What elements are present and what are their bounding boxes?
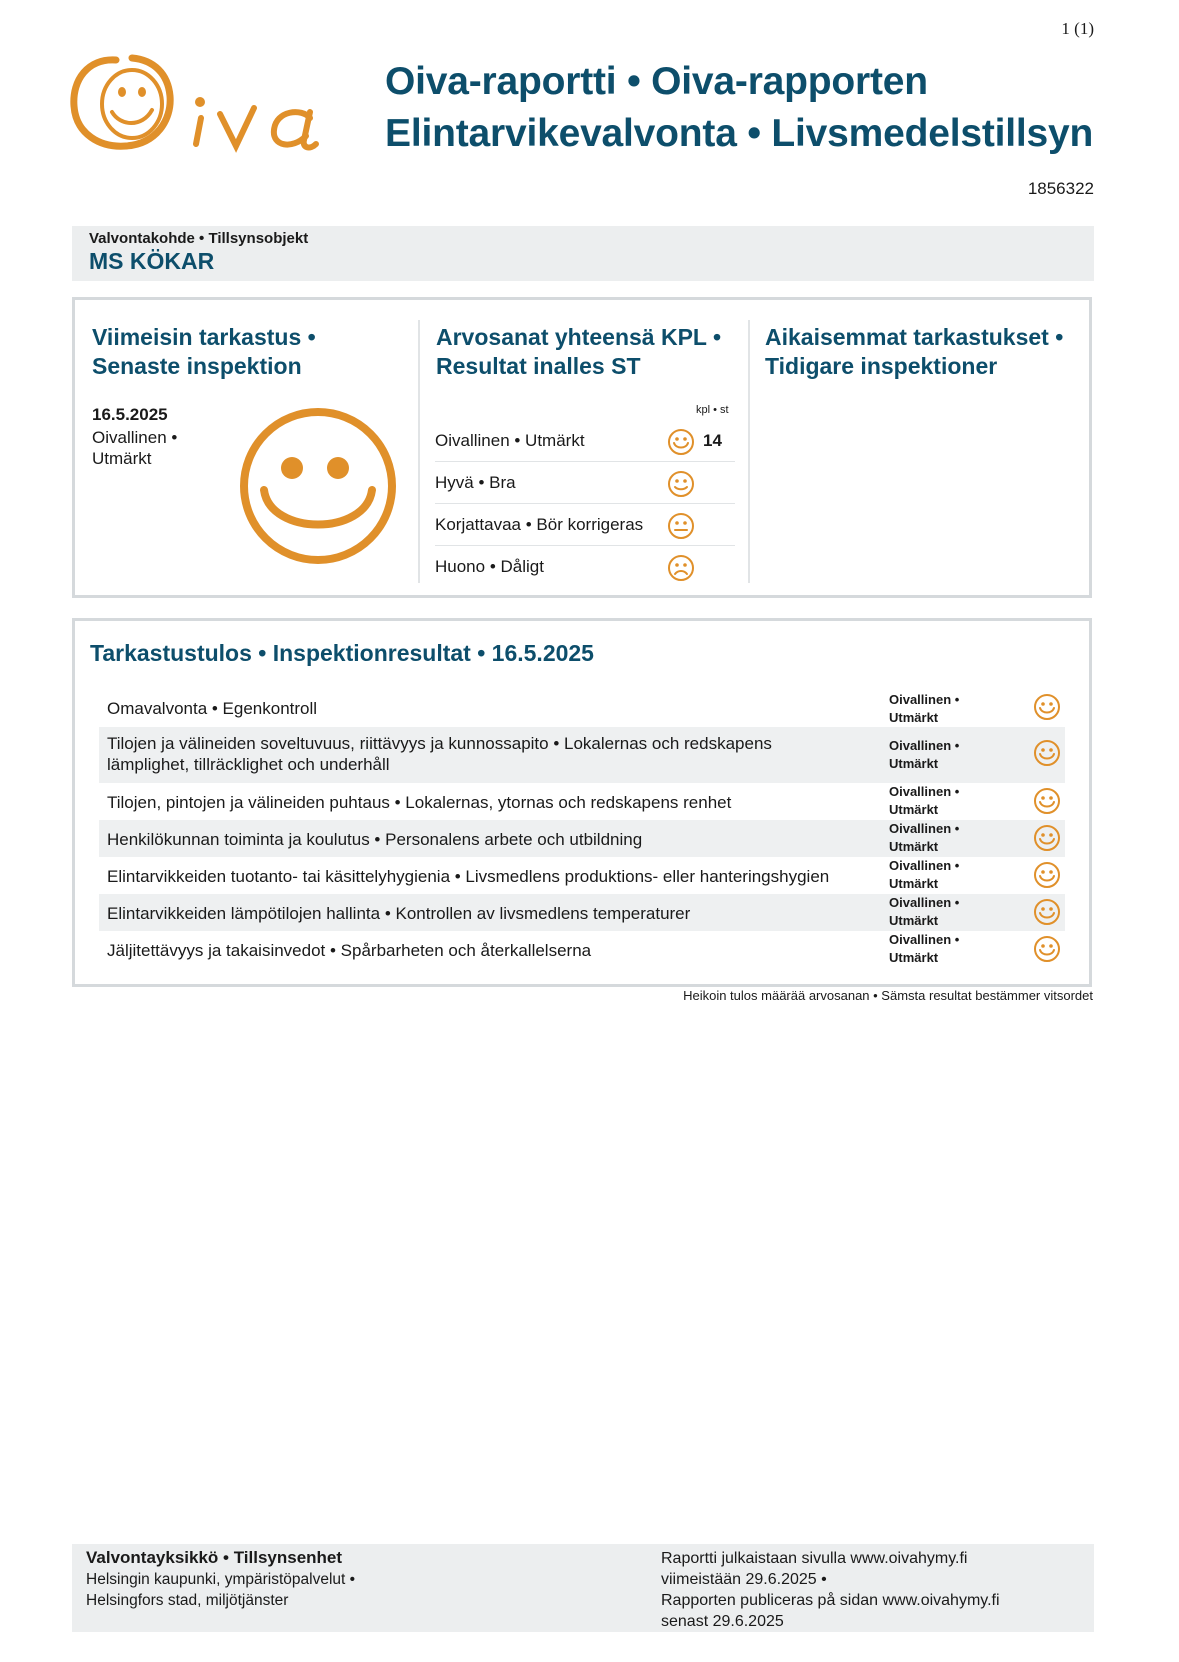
publication-line3: Rapporten publiceras på sidan www.oivahymy.fi xyxy=(661,1592,1000,1609)
result-text: Elintarvikkeiden tuotanto- tai käsittelyhygienia • Livsmedlens produktions- eller hanteringshygien xyxy=(107,867,830,886)
last-inspection-title xyxy=(92,323,316,381)
result-row xyxy=(99,857,1065,894)
result-text: Henkilökunnan toiminta ja koulutus • Personalens arbete och utbildning xyxy=(107,830,643,849)
result-text: Jäljitettävyys ja takaisinvedot • Spårbarheten och återkallelserna xyxy=(107,941,592,960)
result-grade-line1: Oivallinen • xyxy=(889,738,960,753)
result-grade xyxy=(889,820,959,856)
publication-line1: Raportti julkaistaan sivulla www.oivahymy.fi xyxy=(661,1550,968,1567)
publication-line2: viimeistään 29.6.2025 • xyxy=(661,1571,827,1588)
excellent-smiley-icon xyxy=(667,428,695,456)
result-row xyxy=(99,690,1065,727)
oiva-logo xyxy=(70,52,355,156)
result-grade-line2: Utmärkt xyxy=(889,950,939,965)
result-grade-line2: Utmärkt xyxy=(889,839,939,854)
page-number: 1 (1) xyxy=(1061,19,1094,38)
result-grade-line2: Utmärkt xyxy=(889,913,939,928)
count-row-needs-correction xyxy=(435,503,735,546)
result-grade-line1: Oivallinen • xyxy=(889,895,960,910)
excellent-smiley-icon xyxy=(1033,739,1061,767)
result-grade-line2: Utmärkt xyxy=(889,756,939,771)
last-inspection-title-line2: Senaste inspektion xyxy=(92,353,302,379)
column-divider xyxy=(418,320,420,583)
publication-line4: senast 29.6.2025 xyxy=(661,1613,784,1630)
publication-info xyxy=(661,1548,1000,1632)
supervision-unit-title: Valvontayksikkö • Tillsynsenhet xyxy=(86,1548,343,1567)
result-grade xyxy=(889,857,959,893)
result-grade-line2: Utmärkt xyxy=(889,710,939,725)
unit-line1: Helsingin kaupunki, ympäristöpalvelut • xyxy=(86,1571,356,1588)
report-title-line2: Elintarvikevalvonta • Livsmedelstillsyn xyxy=(385,112,1094,155)
result-grade-line1: Oivallinen • xyxy=(889,932,960,947)
result-text: Tilojen, pintojen ja välineiden puhtaus • Lokalernas, ytornas och redskapens renhet xyxy=(107,793,732,812)
result-grade xyxy=(889,737,959,773)
results-title: Tarkastustulos • Inspektionresultat • 16.5.2025 xyxy=(90,640,594,666)
summary-panel xyxy=(72,297,1092,598)
previous-inspections-title xyxy=(765,323,1063,381)
result-row xyxy=(99,727,1065,783)
result-grade xyxy=(889,894,959,930)
report-title xyxy=(385,56,1093,160)
result-text: Tilojen ja välineiden soveltuvuus, riittävyys ja kunnossapito • Lokalernas och redskapens lämplighet, tillräcklighet och underhåll xyxy=(107,734,772,774)
excellent-smiley-icon xyxy=(1033,861,1061,889)
count-label: Korjattavaa • Bör korrigeras xyxy=(435,515,644,534)
last-inspection-date: 16.5.2025 xyxy=(92,405,168,424)
result-grade-line2: Utmärkt xyxy=(889,802,939,817)
result-grade-line2: Utmärkt xyxy=(889,876,939,891)
object-label: Valvontakohde • Tillsynsobjekt xyxy=(89,230,309,247)
result-grade xyxy=(889,783,959,819)
excellent-smiley-icon xyxy=(236,404,400,568)
footer xyxy=(72,1544,1094,1632)
sad-face-icon xyxy=(667,554,695,582)
good-smiley-icon xyxy=(667,470,695,498)
supervision-unit-name xyxy=(86,1569,355,1611)
last-inspection-grade xyxy=(92,427,202,469)
totals-title-line2: Resultat inalles ST xyxy=(436,353,641,379)
excellent-smiley-icon xyxy=(1033,787,1061,815)
excellent-smiley-icon xyxy=(1033,935,1061,963)
result-grade-line1: Oivallinen • xyxy=(889,692,960,707)
count-row-excellent xyxy=(435,419,735,462)
result-row xyxy=(99,894,1065,931)
result-grade xyxy=(889,931,959,967)
previous-title-line1: Aikaisemmat tarkastukset • xyxy=(765,324,1064,350)
totals-title xyxy=(436,323,721,381)
count-label: Oivallinen • Utmärkt xyxy=(435,431,585,450)
excellent-smiley-icon xyxy=(1033,693,1061,721)
result-row xyxy=(99,783,1065,820)
result-row xyxy=(99,931,1065,968)
object-name: MS KÖKAR xyxy=(89,248,215,274)
count-label: Hyvä • Bra xyxy=(435,473,516,492)
excellent-smiley-icon xyxy=(1033,898,1061,926)
excellent-smiley-icon xyxy=(1033,824,1061,852)
column-divider xyxy=(748,320,750,583)
report-title-line1: Oiva-raportti • Oiva-rapporten xyxy=(385,60,928,103)
object-box xyxy=(72,226,1094,281)
count-row-poor xyxy=(435,545,735,587)
count-row-good xyxy=(435,461,735,504)
results-panel xyxy=(72,618,1092,987)
last-grade-line2: Utmärkt xyxy=(92,449,152,468)
result-row xyxy=(99,820,1065,857)
totals-title-line1: Arvosanat yhteensä KPL • xyxy=(436,324,722,350)
result-grade-line1: Oivallinen • xyxy=(889,784,960,799)
neutral-face-icon xyxy=(667,512,695,540)
result-grade-line1: Oivallinen • xyxy=(889,821,960,836)
last-inspection-title-line1: Viimeisin tarkastus • xyxy=(92,324,316,350)
result-text: Omavalvonta • Egenkontroll xyxy=(107,699,318,718)
previous-title-line2: Tidigare inspektioner xyxy=(765,353,998,379)
result-grade xyxy=(889,691,959,727)
report-id: 1856322 xyxy=(1027,179,1094,198)
count-value: 14 xyxy=(703,431,722,450)
last-grade-line1: Oivallinen • xyxy=(92,428,178,447)
unit-line2: Helsingfors stad, miljötjänster xyxy=(86,1592,289,1609)
grading-note: Heikoin tulos määrää arvosanan • Sämsta resultat bestämmer vitsordet xyxy=(683,988,1093,1003)
count-unit: kpl • st xyxy=(696,404,729,416)
count-label: Huono • Dåligt xyxy=(435,557,544,576)
result-grade-line1: Oivallinen • xyxy=(889,858,960,873)
result-text: Elintarvikkeiden lämpötilojen hallinta • Kontrollen av livsmedlens temperaturer xyxy=(107,904,691,923)
